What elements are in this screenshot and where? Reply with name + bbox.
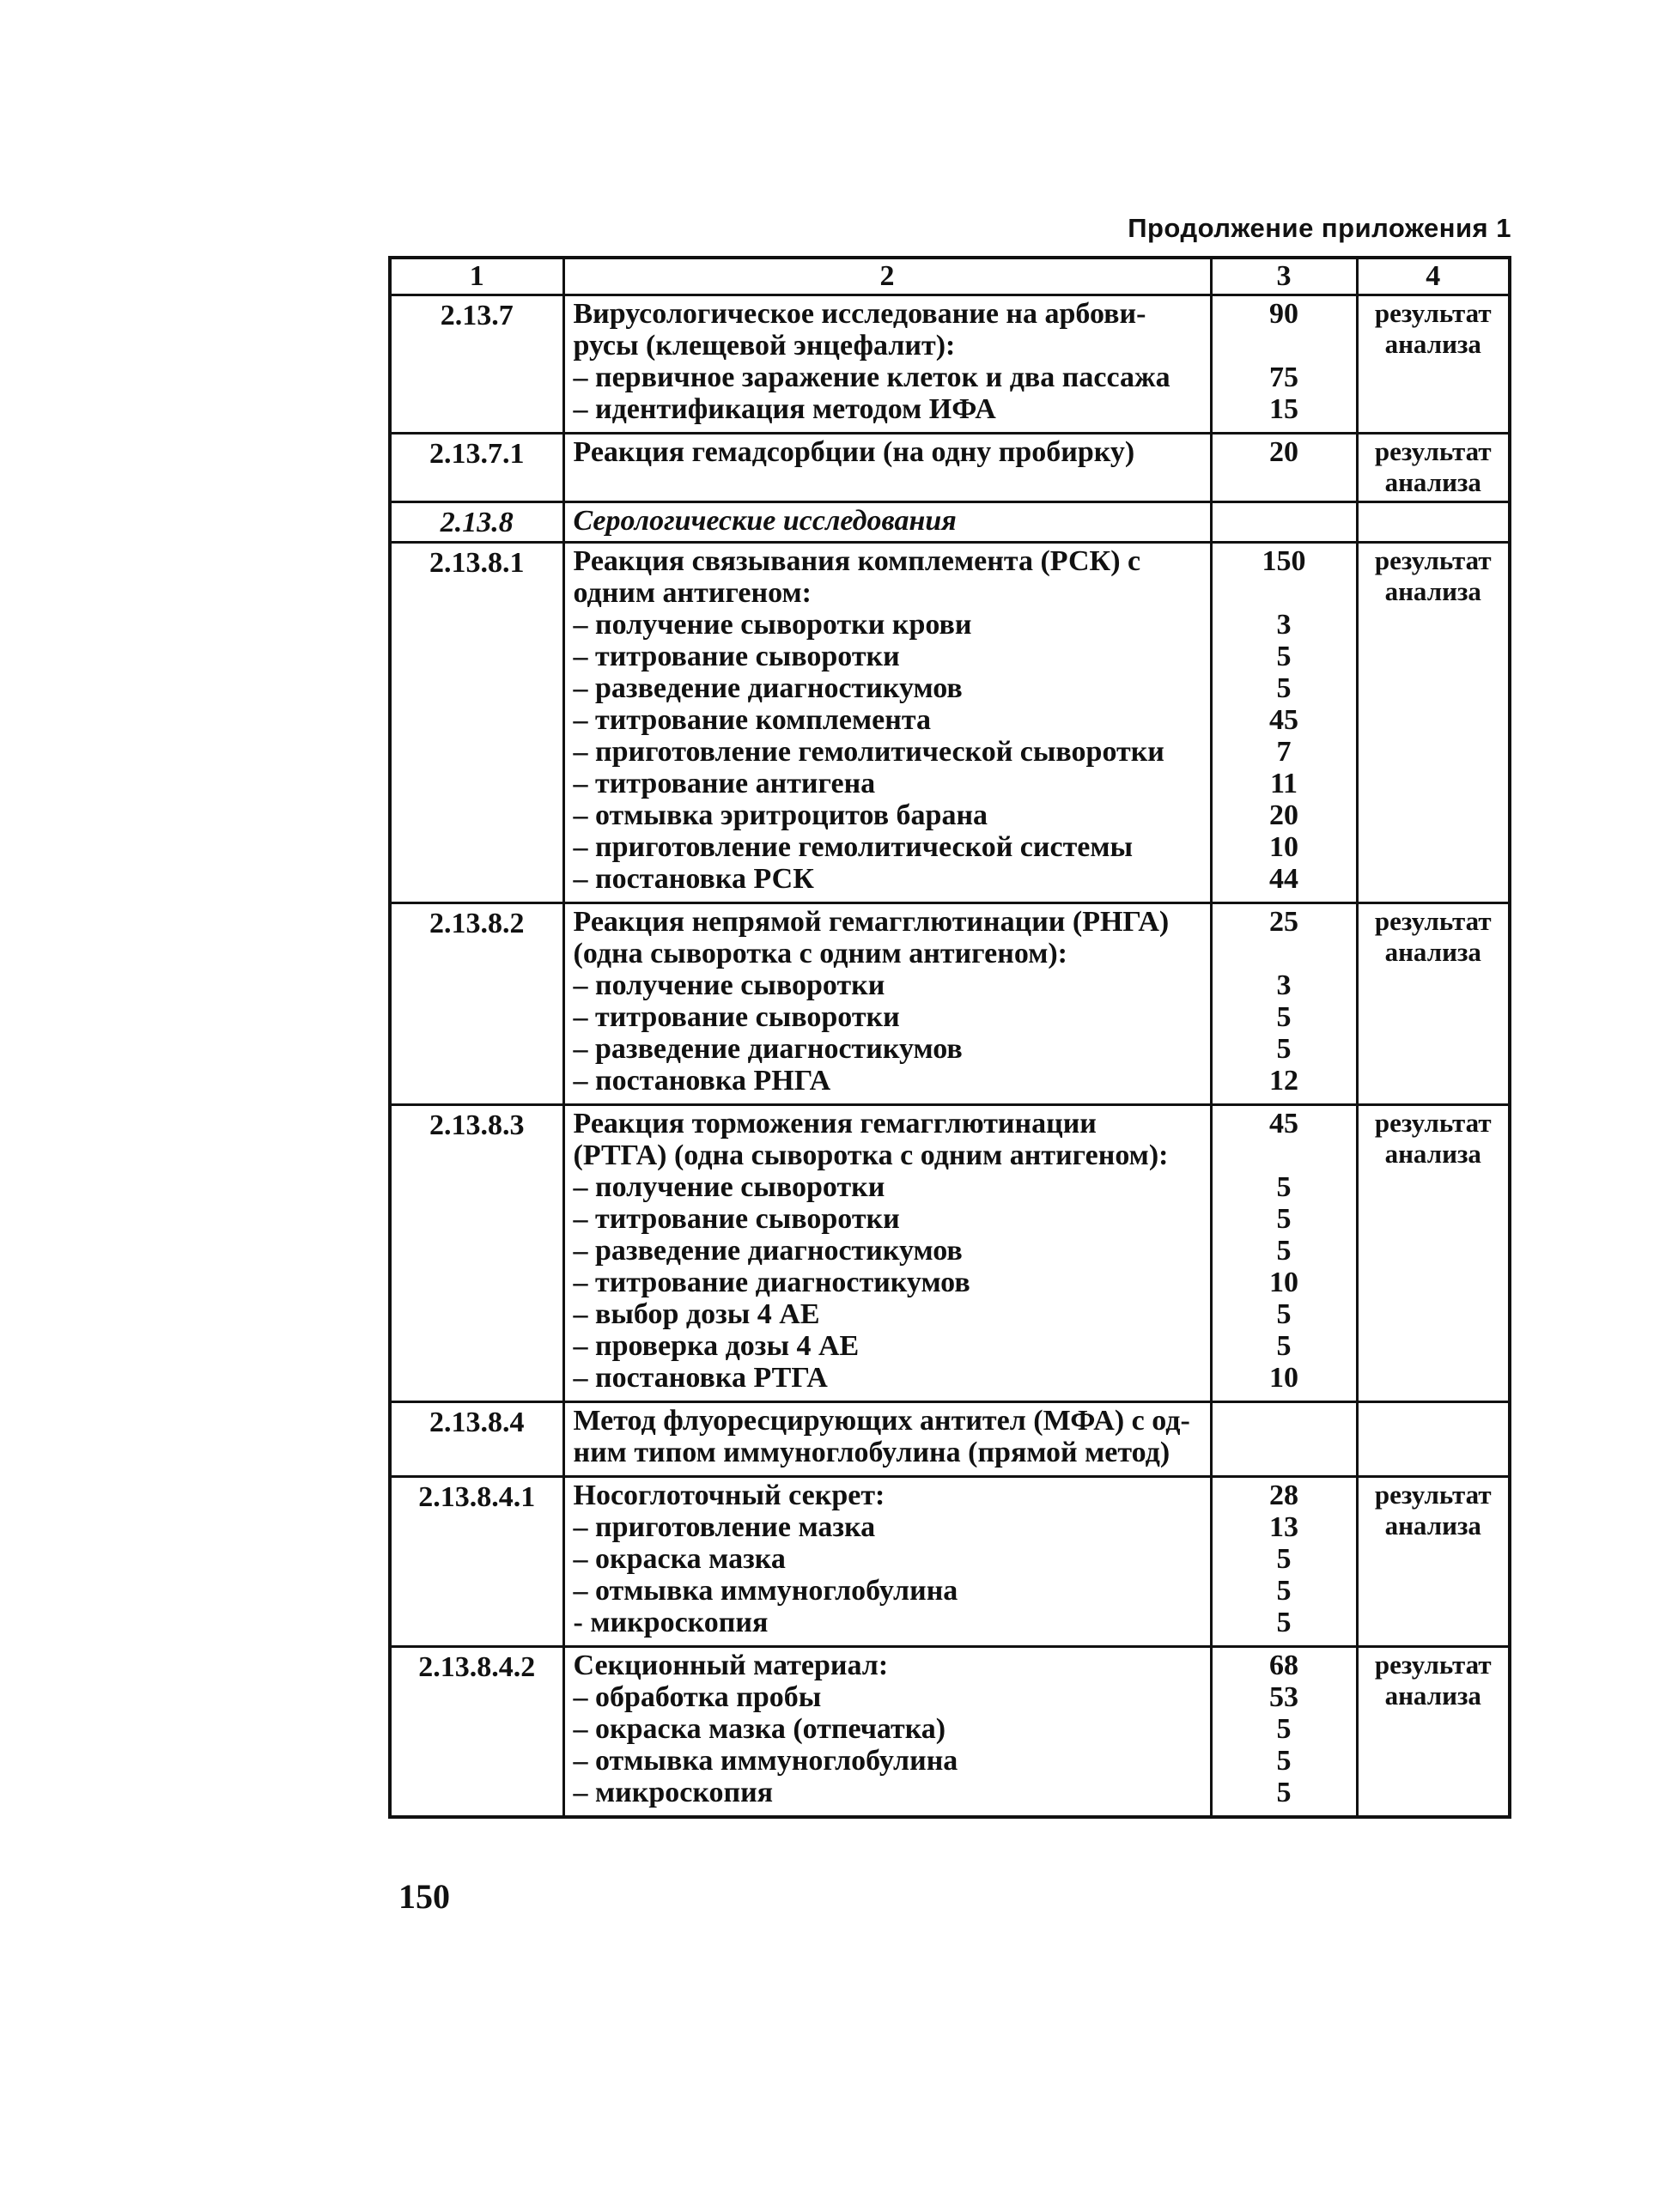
- value-line: [1221, 1405, 1347, 1437]
- result-line: результат: [1374, 906, 1492, 936]
- description-line: – отмывка эритроцитов барана: [573, 799, 988, 831]
- value-line: 20: [1269, 799, 1298, 831]
- column-header: 2: [563, 258, 1211, 295]
- result-line: результат: [1374, 545, 1492, 575]
- row-values: [1211, 434, 1357, 502]
- row-code: 2.13.8: [390, 502, 563, 543]
- row-result: [1357, 1477, 1510, 1647]
- table-row: [390, 1402, 1510, 1477]
- row-description: [563, 1477, 1211, 1647]
- description-line: – выбор дозы 4 АЕ: [573, 1298, 820, 1330]
- row-description: [563, 903, 1211, 1105]
- value-line: 5: [1276, 1713, 1292, 1745]
- row-values: [1211, 543, 1357, 903]
- description-line: ним типом иммуноглобулина (прямой метод): [573, 1437, 1170, 1468]
- value-line: 5: [1276, 1298, 1292, 1330]
- value-line: 10: [1269, 831, 1298, 863]
- description-line: – титрование антигена: [573, 768, 876, 799]
- value-line: 68: [1269, 1650, 1298, 1681]
- description-line: - микроскопия: [573, 1607, 769, 1638]
- description-line: – получение сыворотки крови: [573, 609, 972, 641]
- description-line: – разведение диагностикумов: [573, 1235, 963, 1267]
- table-row: [390, 1477, 1510, 1647]
- result-line: анализа: [1384, 1510, 1481, 1540]
- row-values: [1211, 1105, 1357, 1402]
- value-line: 5: [1276, 1777, 1292, 1808]
- description-line: Секционный материал:: [573, 1650, 889, 1681]
- table-header-row: [390, 258, 1510, 295]
- row-code: 2.13.8.2: [390, 903, 563, 1105]
- value-line: 3: [1276, 969, 1292, 1001]
- result-line: результат: [1374, 1108, 1492, 1138]
- value-line: 7: [1276, 736, 1292, 768]
- row-description: [563, 295, 1211, 434]
- description-line: – получение сыворотки: [573, 1171, 885, 1203]
- value-line: 5: [1276, 1330, 1292, 1362]
- value-line: 150: [1262, 545, 1306, 577]
- description-line: Реакция торможения гемагглютинации: [573, 1108, 1097, 1139]
- value-line: [1221, 938, 1347, 969]
- value-line: [1221, 1139, 1347, 1171]
- row-result: [1357, 903, 1510, 1105]
- value-line: 15: [1269, 393, 1298, 425]
- value-line: 75: [1269, 362, 1298, 393]
- description-line: – приготовление мазка: [573, 1511, 876, 1543]
- table-row: [390, 434, 1510, 502]
- row-description: [563, 1402, 1211, 1477]
- row-description: [563, 434, 1211, 502]
- row-result: [1357, 1647, 1510, 1818]
- description-line: – отмывка иммуноглобулина: [573, 1745, 958, 1777]
- result-line: результат: [1374, 1480, 1492, 1510]
- description-line: – окраска мазка (отпечатка): [573, 1713, 946, 1745]
- value-line: 5: [1276, 1235, 1292, 1267]
- row-values: [1211, 295, 1357, 434]
- description-line: одним антигеном:: [573, 577, 812, 609]
- description-line: – микроскопия: [573, 1777, 774, 1808]
- value-line: 25: [1269, 906, 1298, 938]
- row-description: [563, 543, 1211, 903]
- description-line: Реакция непрямой гемагглютинации (РНГА): [573, 906, 1170, 938]
- value-line: 13: [1269, 1511, 1298, 1543]
- table-row: [390, 1647, 1510, 1818]
- continuation-note: Продолжение приложения 1: [1128, 213, 1511, 243]
- value-line: [1221, 330, 1347, 362]
- description-line: Реакция гемадсорбции (на одну пробирку): [573, 436, 1135, 468]
- value-line: 5: [1276, 1033, 1292, 1065]
- value-line: 20: [1269, 436, 1298, 468]
- description-line: – титрование комплемента: [573, 704, 931, 736]
- value-line: 11: [1269, 768, 1298, 799]
- price-table: [388, 256, 1511, 1819]
- table-row: [390, 903, 1510, 1105]
- result-line: анализа: [1384, 1680, 1481, 1711]
- description-line: – постановка РНГА: [573, 1065, 831, 1097]
- value-line: 90: [1269, 298, 1298, 330]
- row-code: 2.13.8.3: [390, 1105, 563, 1402]
- result-line: анализа: [1384, 1139, 1481, 1169]
- column-header: 4: [1357, 258, 1510, 295]
- row-code: 2.13.7.1: [390, 434, 563, 502]
- value-line: 5: [1276, 1543, 1292, 1575]
- description-line: – приготовление гемолитической системы: [573, 831, 1134, 863]
- result-line: анализа: [1384, 467, 1481, 497]
- result-line: результат: [1374, 298, 1492, 328]
- description-line: – титрование диагностикумов: [573, 1267, 970, 1298]
- row-code: 2.13.8.4.2: [390, 1647, 563, 1818]
- value-line: 10: [1269, 1362, 1298, 1394]
- description-line: – обработка пробы: [573, 1681, 822, 1713]
- description-line: – отмывка иммуноглобулина: [573, 1575, 958, 1607]
- description-line: Вирусологическое исследование на арбови-: [573, 298, 1146, 330]
- value-line: 5: [1276, 1607, 1292, 1638]
- value-line: 5: [1276, 1171, 1292, 1203]
- table-row: [390, 295, 1510, 434]
- row-values: [1211, 502, 1357, 543]
- row-code: 2.13.8.4: [390, 1402, 563, 1477]
- row-description: [563, 1647, 1211, 1818]
- value-line: [1221, 577, 1347, 609]
- price-table-body: [390, 258, 1510, 1817]
- row-code: 2.13.8.4.1: [390, 1477, 563, 1647]
- row-description: [563, 1105, 1211, 1402]
- column-header: 1: [390, 258, 563, 295]
- description-line: (одна сыворотка с одним антигеном):: [573, 938, 1067, 969]
- value-line: 3: [1276, 609, 1292, 641]
- value-line: [1221, 505, 1347, 537]
- description-line: русы (клещевой энцефалит):: [573, 330, 956, 362]
- value-line: 10: [1269, 1267, 1298, 1298]
- description-line: Носоглоточный секрет:: [573, 1480, 885, 1511]
- description-line: – титрование сыворотки: [573, 641, 900, 672]
- result-line: анализа: [1384, 329, 1481, 359]
- result-line: результат: [1374, 436, 1492, 466]
- description-line: – проверка дозы 4 АЕ: [573, 1330, 860, 1362]
- value-line: 53: [1269, 1681, 1298, 1713]
- row-values: [1211, 1477, 1357, 1647]
- description-line: – титрование сыворотки: [573, 1203, 900, 1235]
- value-line: 45: [1269, 1108, 1298, 1139]
- result-line: результат: [1374, 1650, 1492, 1680]
- row-code: 2.13.8.1: [390, 543, 563, 903]
- column-header: 3: [1211, 258, 1357, 295]
- value-line: 5: [1276, 1001, 1292, 1033]
- row-result: [1357, 295, 1510, 434]
- description-line: – разведение диагностикумов: [573, 672, 963, 704]
- value-line: 5: [1276, 1575, 1292, 1607]
- description-line: – постановка РТГА: [573, 1362, 828, 1394]
- table-row: [390, 1105, 1510, 1402]
- description-line: – получение сыворотки: [573, 969, 885, 1001]
- table-row: [390, 502, 1510, 543]
- description-line: (РТГА) (одна сыворотка с одним антигеном):: [573, 1139, 1169, 1171]
- value-line: 28: [1269, 1480, 1298, 1511]
- result-line: анализа: [1384, 937, 1481, 967]
- row-result: [1357, 1402, 1510, 1477]
- row-values: [1211, 903, 1357, 1105]
- value-line: 44: [1269, 863, 1298, 895]
- row-result: [1357, 1105, 1510, 1402]
- value-line: 45: [1269, 704, 1298, 736]
- value-line: 5: [1276, 1745, 1292, 1777]
- description-line: – приготовление гемолитической сыворотки: [573, 736, 1164, 768]
- description-line: – разведение диагностикумов: [573, 1033, 963, 1065]
- description-line: Реакция связывания комплемента (РСК) с: [573, 545, 1141, 577]
- row-values: [1211, 1647, 1357, 1818]
- value-line: 12: [1269, 1065, 1298, 1097]
- description-line: – титрование сыворотки: [573, 1001, 900, 1033]
- row-result: [1357, 502, 1510, 543]
- row-result: [1357, 434, 1510, 502]
- value-line: 5: [1276, 672, 1292, 704]
- value-line: 5: [1276, 641, 1292, 672]
- description-line: – окраска мазка: [573, 1543, 786, 1575]
- row-code: 2.13.7: [390, 295, 563, 434]
- table-row: [390, 543, 1510, 903]
- description-line: Метод флуоресцирующих антител (МФА) с од-: [573, 1405, 1190, 1437]
- description-line: – постановка РСК: [573, 863, 814, 895]
- page-number: 150: [398, 1877, 450, 1916]
- row-result: [1357, 543, 1510, 903]
- value-line: 5: [1276, 1203, 1292, 1235]
- result-line: анализа: [1384, 576, 1481, 606]
- row-description: [563, 502, 1211, 543]
- description-line: Серологические исследования: [573, 505, 957, 537]
- row-values: [1211, 1402, 1357, 1477]
- description-line: – идентификация методом ИФА: [573, 393, 996, 425]
- description-line: – первичное заражение клеток и два пассажа: [573, 362, 1170, 393]
